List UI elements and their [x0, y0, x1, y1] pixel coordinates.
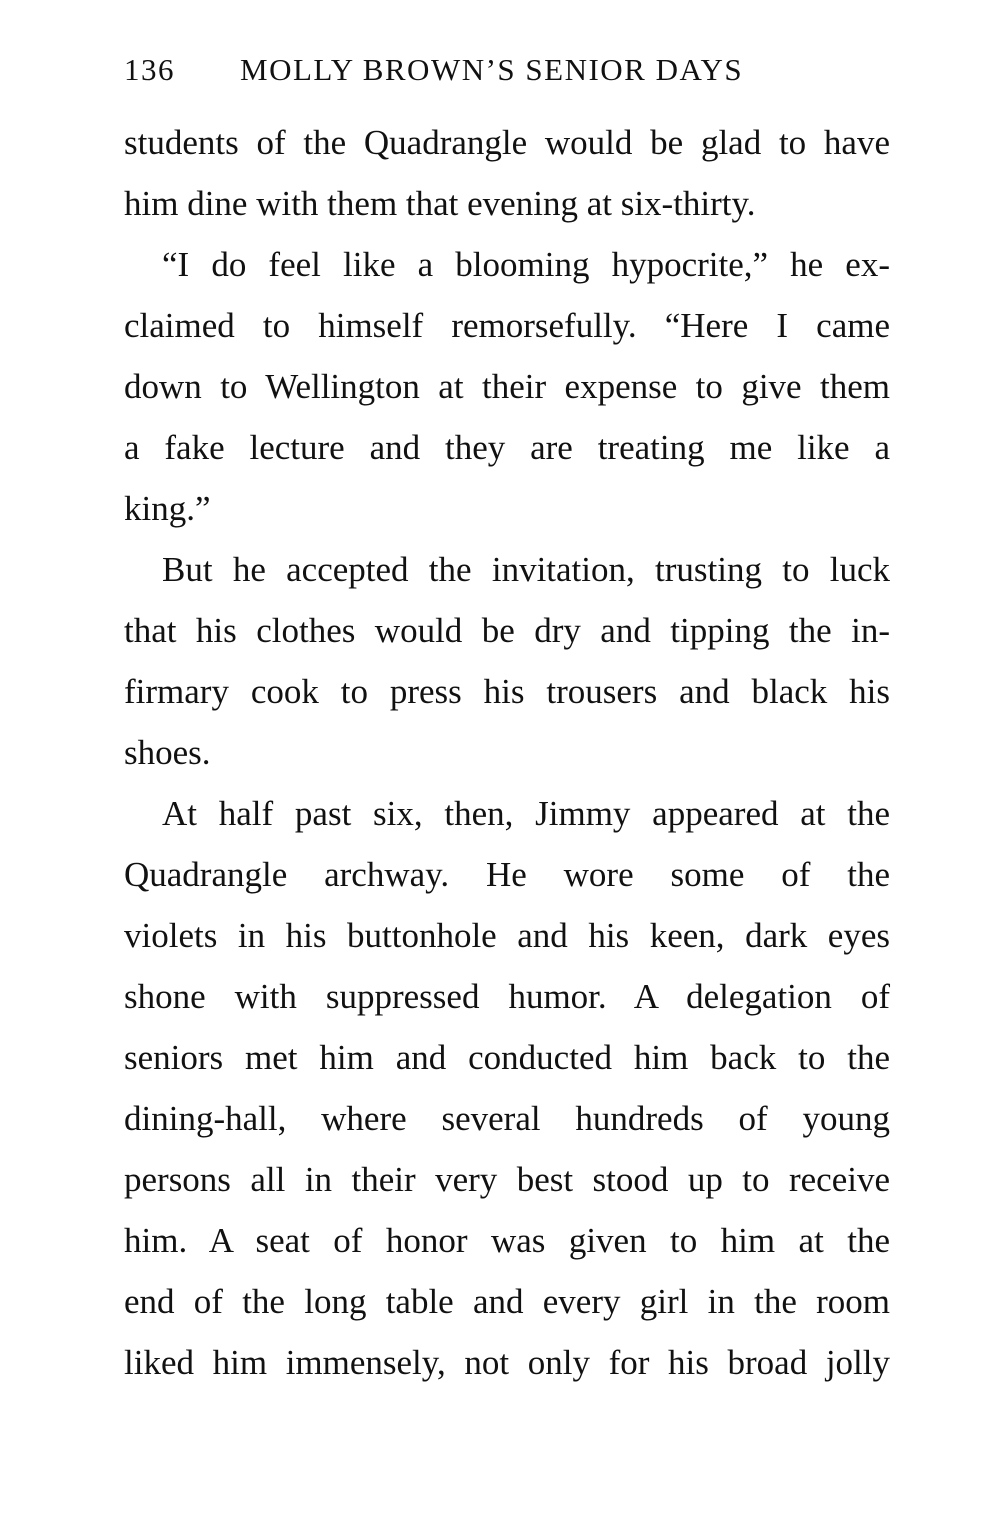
text-line: liked him immensely, not only for his broad jolly	[124, 1343, 890, 1382]
page-number: 136	[124, 52, 175, 87]
text-line: down to Wellington at their expense to give them	[124, 367, 890, 406]
text-line: shone with suppressed humor. A delegation of	[124, 977, 890, 1016]
text-line: king.”	[124, 489, 211, 528]
text-line: But he accepted the invitation, trusting to luck	[162, 550, 890, 589]
text-line: “I do feel like a blooming hypocrite,” he ex-	[162, 245, 890, 284]
text-line: shoes.	[124, 733, 211, 772]
text-line: seniors met him and conducted him back to the	[124, 1038, 890, 1077]
text-line: dining-hall, where several hundreds of young	[124, 1099, 890, 1138]
text-line: end of the long table and every girl in the room	[124, 1282, 890, 1321]
text-line: him. A seat of honor was given to him at the	[124, 1221, 890, 1260]
text-line: persons all in their very best stood up to receive	[124, 1160, 890, 1199]
text-line: At half past six, then, Jimmy appeared at the	[162, 794, 890, 833]
text-line: Quadrangle archway. He wore some of the	[124, 855, 890, 894]
book-title: MOLLY BROWN’S SENIOR DAYS	[240, 52, 744, 87]
body-text	[124, 112, 890, 1393]
text-line: claimed to himself remorsefully. “Here I came	[124, 306, 890, 345]
text-line: students of the Quadrangle would be glad to have	[124, 123, 890, 162]
text-line: that his clothes would be dry and tipping the in-	[124, 611, 890, 650]
text-line: a fake lecture and they are treating me like a	[124, 428, 890, 467]
text-line: him dine with them that evening at six-thirty.	[124, 184, 756, 223]
text-line: firmary cook to press his trousers and black his	[124, 672, 890, 711]
running-head	[124, 52, 890, 100]
text-line: violets in his buttonhole and his keen, dark eyes	[124, 916, 890, 955]
